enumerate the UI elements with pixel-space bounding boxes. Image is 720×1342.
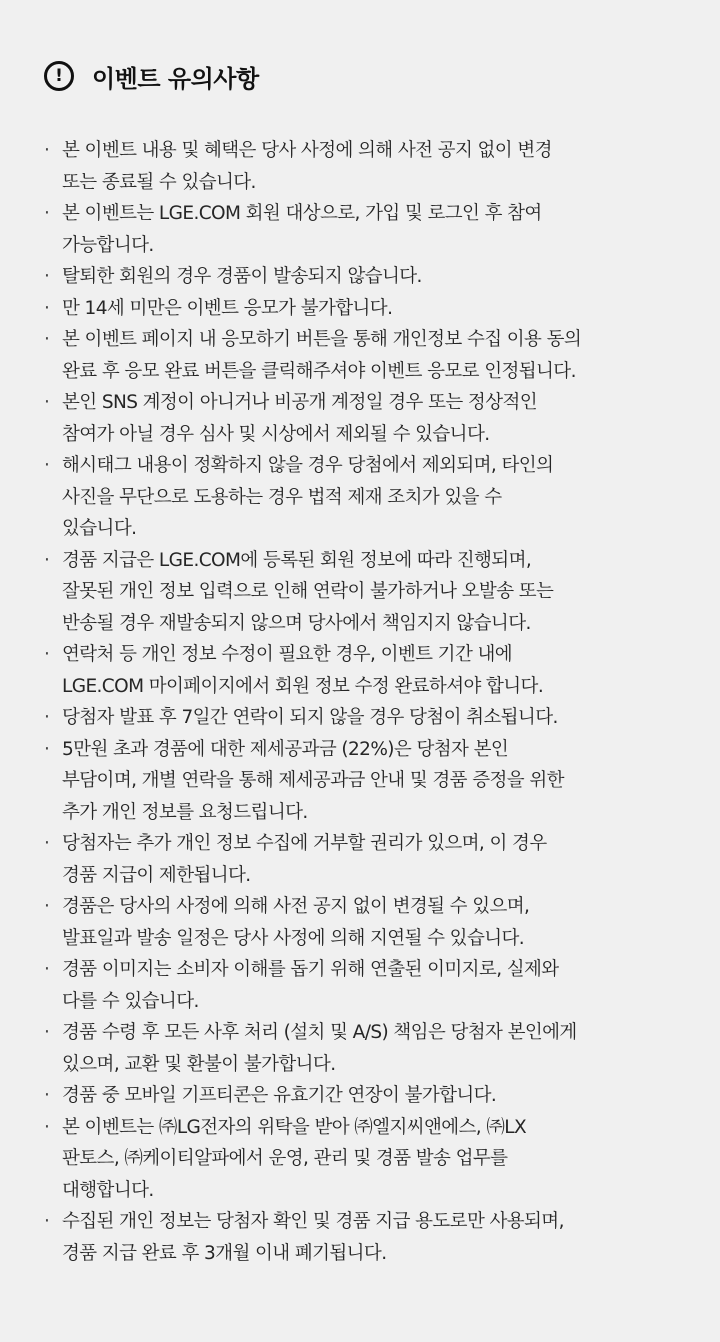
notice-line: 본 이벤트 페이지 내 응모하기 버튼을 통해 개인정보 수집 이용 동의	[62, 329, 582, 350]
notice-text	[62, 702, 558, 734]
notice-text	[62, 1112, 526, 1207]
bullet-dot: ·	[44, 959, 50, 980]
bullet-dot: ·	[44, 140, 50, 161]
notice-line: 수집된 개인 정보는 당첨자 확인 및 경품 지급 용도로만 사용되며,	[62, 1211, 564, 1232]
notice-item	[40, 293, 720, 325]
notice-line: 가능합니다.	[62, 234, 154, 256]
notice-line: 만 14세 미만은 이벤트 응모가 불가합니다.	[62, 297, 393, 319]
notice-line: 경품 지급은 LGE.COM에 등록된 회원 정보에 따라 진행되며,	[62, 549, 532, 571]
bullet-dot: ·	[44, 1085, 50, 1106]
bullet-dot: ·	[44, 329, 50, 350]
notice-line: 참여가 아닐 경우 심사 및 시상에서 제외될 수 있습니다.	[62, 423, 490, 445]
notice-line: 본 이벤트는 ㈜LG전자의 위탁을 받아 ㈜엘지씨앤에스, ㈜LX	[62, 1116, 527, 1138]
notice-text	[62, 293, 392, 325]
bullet-dot: ·	[44, 707, 50, 728]
notice-item	[40, 639, 720, 702]
notice-line: 사진을 무단으로 도용하는 경우 법적 제재 조치가 있을 수	[62, 486, 502, 508]
notice-line: 있으며, 교환 및 환불이 불가합니다.	[62, 1053, 336, 1075]
notice-text	[62, 891, 529, 954]
notice-line: 잘못된 개인 정보 입력으로 인해 연락이 불가하거나 오발송 또는	[62, 581, 554, 602]
notice-text	[62, 639, 543, 702]
notice-line: 또는 종료될 수 있습니다.	[62, 171, 256, 193]
bullet-dot: ·	[44, 392, 50, 413]
notice-item	[40, 450, 720, 545]
exclamation-circle-icon: !	[44, 61, 74, 91]
notice-line: 본 이벤트 내용 및 혜택은 당사 사정에 의해 사전 공지 없이 변경	[62, 140, 552, 161]
bullet-dot: ·	[44, 896, 50, 917]
notice-text	[62, 198, 542, 261]
notice-line: 본 이벤트는 LGE.COM 회원 대상으로, 가입 및 로그인 후 참여	[62, 203, 542, 224]
notice-line: 경품은 당사의 사정에 의해 사전 공지 없이 변경될 수 있으며,	[62, 896, 530, 917]
notice-line: 있습니다.	[62, 518, 137, 539]
notice-line: 대행합니다.	[62, 1179, 154, 1201]
bullet-dot: ·	[44, 297, 50, 319]
notice-text	[62, 1206, 564, 1269]
notice-list	[40, 135, 720, 1269]
notice-text	[62, 261, 422, 293]
notice-item	[40, 734, 720, 829]
notice-line: 완료 후 응모 완료 버튼을 클릭해주셔야 이벤트 응모로 인정됩니다.	[62, 360, 576, 382]
notice-line: 연락처 등 개인 정보 수정이 필요한 경우, 이벤트 기간 내에	[62, 644, 513, 665]
bullet-dot: ·	[44, 266, 50, 287]
notice-item	[40, 198, 720, 261]
notice-line: 판토스, ㈜케이티알파에서 운영, 관리 및 경품 발송 업무를	[62, 1148, 508, 1169]
bullet-dot: ·	[44, 1211, 50, 1232]
notice-line: 경품 지급 완료 후 3개월 이내 폐기됩니다.	[62, 1242, 387, 1264]
notice-text	[62, 734, 564, 829]
notice-item	[40, 954, 720, 1017]
notice-text	[62, 324, 581, 387]
bullet-dot: ·	[44, 833, 50, 854]
bullet-dot: ·	[44, 644, 50, 665]
notice-text	[62, 387, 537, 450]
notice-line: 경품 중 모바일 기프티콘은 유효기간 연장이 불가합니다.	[62, 1085, 497, 1106]
notice-line: 경품 수령 후 모든 사후 처리 (설치 및 A/S) 책임은 당첨자 본인에게	[62, 1022, 577, 1043]
notice-line: LGE.COM 마이페이지에서 회원 정보 수정 완료하셔야 합니다.	[62, 675, 544, 697]
notice-item	[40, 324, 720, 387]
bullet-dot: ·	[44, 1116, 50, 1138]
notice-item	[40, 261, 720, 293]
notice-item	[40, 387, 720, 450]
notice-line: 다를 수 있습니다.	[62, 990, 199, 1012]
notice-header	[44, 58, 259, 94]
notice-line: 반송될 경우 재발송되지 않으며 당사에서 책임지지 않습니다.	[62, 612, 531, 634]
notice-line: 발표일과 발송 일정은 당사 사정에 의해 지연될 수 있습니다.	[62, 927, 525, 949]
notice-item	[40, 1112, 720, 1207]
notice-item	[40, 1017, 720, 1080]
bullet-dot: ·	[44, 738, 50, 760]
notice-text	[62, 135, 552, 198]
notice-line: 본인 SNS 계정이 아니거나 비공개 계정일 경우 또는 정상적인	[62, 392, 538, 413]
bullet-dot: ·	[44, 203, 50, 224]
notice-line: 5만원 초과 경품에 대한 제세공과금 (22%)은 당첨자 본인	[62, 738, 509, 760]
notice-text	[62, 450, 553, 545]
notice-line: 당첨자 발표 후 7일간 연락이 되지 않을 경우 당첨이 취소됩니다.	[62, 707, 558, 728]
bullet-dot: ·	[44, 549, 50, 571]
notice-text	[62, 1080, 496, 1112]
notice-item	[40, 135, 720, 198]
notice-line: 당첨자는 추가 개인 정보 수집에 거부할 권리가 있으며, 이 경우	[62, 833, 547, 854]
notice-line: 경품 이미지는 소비자 이해를 돕기 위해 연출된 이미지로, 실제와	[62, 959, 559, 980]
notice-line: 부담이며, 개별 연락을 통해 제세공과금 안내 및 경품 증정을 위한	[62, 770, 564, 791]
notice-text	[62, 545, 553, 640]
notice-item	[40, 891, 720, 954]
notice-line: 탈퇴한 회원의 경우 경품이 발송되지 않습니다.	[62, 266, 422, 287]
notice-line: 해시태그 내용이 정확하지 않을 경우 당첨에서 제외되며, 타인의	[62, 455, 554, 476]
page-title: 이벤트 유의사항	[92, 64, 259, 93]
notice-item	[40, 1206, 720, 1269]
notice-text	[62, 954, 559, 1017]
notice-item	[40, 1080, 720, 1112]
bullet-dot: ·	[44, 455, 50, 476]
notice-item	[40, 702, 720, 734]
notice-line: 경품 지급이 제한됩니다.	[62, 864, 251, 886]
notice-line: 추가 개인 정보를 요청드립니다.	[62, 801, 308, 823]
notice-text	[62, 828, 547, 891]
bullet-dot: ·	[44, 1022, 50, 1043]
notice-item	[40, 545, 720, 640]
notice-text	[62, 1017, 577, 1080]
notice-item	[40, 828, 720, 891]
